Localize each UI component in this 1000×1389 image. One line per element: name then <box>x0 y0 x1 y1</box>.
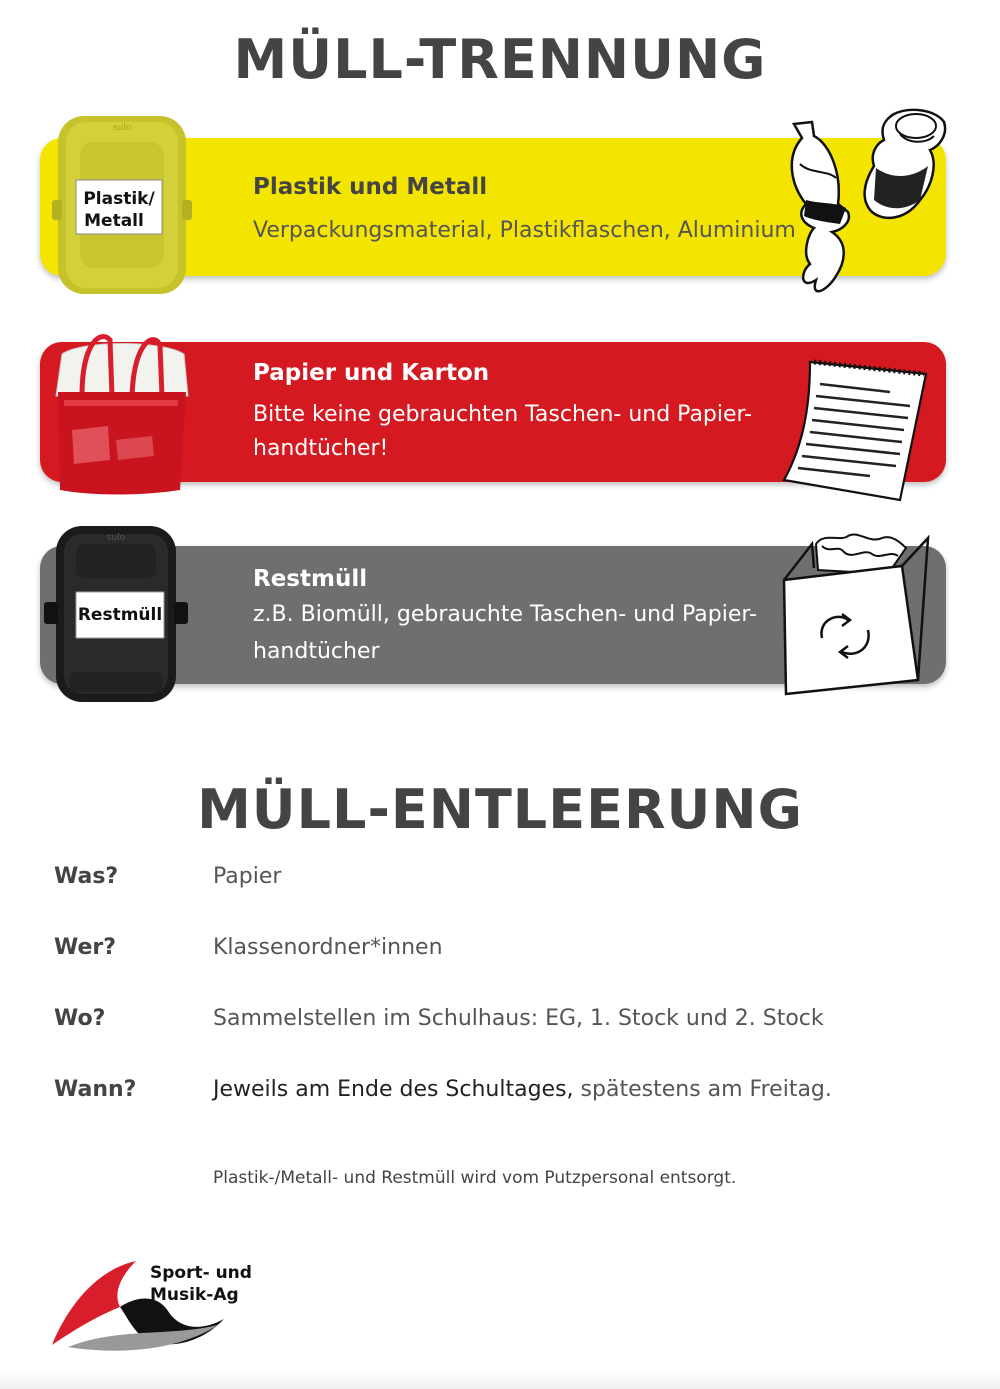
schedule-row-who <box>54 935 954 975</box>
schedule-question: Wann? <box>54 1077 137 1102</box>
schedule-answer: Klassenordner*innen <box>213 935 443 960</box>
category-description-line2: handtücher <box>253 639 380 664</box>
bin-label: Restmüll <box>77 605 163 625</box>
category-description: Verpackungsmaterial, Plastikflaschen, Aluminium <box>253 218 796 243</box>
paper-bag-icon <box>52 330 190 496</box>
category-description-line1: z.B. Biomüll, gebrauchte Taschen- und Papier- <box>253 602 757 627</box>
recycling-box-icon <box>778 530 938 698</box>
category-text-paper <box>253 360 823 466</box>
page-title-emptying: MÜLL-ENTLEERUNG <box>197 778 803 841</box>
logo-line2: Musik-Ag <box>150 1285 239 1305</box>
schedule-row-what <box>54 864 954 904</box>
schedule-answer-main: Jeweils am Ende des Schultages, <box>213 1077 574 1102</box>
category-heading: Plastik und Metall <box>253 174 488 200</box>
bin-brand: sulo <box>112 123 132 133</box>
footnote: Plastik-/Metall- und Restmüll wird vom Putzpersonal entsorgt. <box>213 1168 737 1188</box>
page-title-separation: MÜLL-TRENNUNG <box>233 28 767 91</box>
schedule-answer <box>213 1077 832 1102</box>
schedule-question: Wo? <box>54 1006 106 1031</box>
category-heading: Papier und Karton <box>253 360 490 386</box>
paper-sheet-icon <box>780 354 930 504</box>
category-heading: Restmüll <box>253 566 368 592</box>
page-bottom-edge <box>0 1370 1000 1389</box>
yellow-bin-icon <box>52 112 192 298</box>
schedule-answer: Sammelstellen im Schulhaus: EG, 1. Stock und 2. Stock <box>213 1006 824 1031</box>
bin-brand: sulo <box>106 533 126 543</box>
schedule-question: Wer? <box>54 935 117 960</box>
bin-label-line2: Metall <box>84 211 144 231</box>
category-description-line1: Bitte keine gebrauchten Taschen- und Papier- <box>253 402 753 427</box>
logo-text <box>150 1262 252 1306</box>
schedule-row-where <box>54 1006 954 1046</box>
logo-line1: Sport- und <box>150 1263 252 1283</box>
black-bin-icon <box>40 522 190 706</box>
schedule-row-when <box>54 1077 954 1117</box>
bin-label-line1: Plastik/ <box>83 189 155 209</box>
schedule-answer: Papier <box>213 864 282 889</box>
category-text-plastic-metal <box>253 174 833 248</box>
category-text-residual <box>253 566 823 670</box>
category-description-line2: handtücher! <box>253 436 389 461</box>
schedule-answer-deadline: spätestens am Freitag. <box>573 1077 832 1102</box>
bottle-and-can-icon <box>780 104 950 304</box>
schedule-question: Was? <box>54 864 119 889</box>
